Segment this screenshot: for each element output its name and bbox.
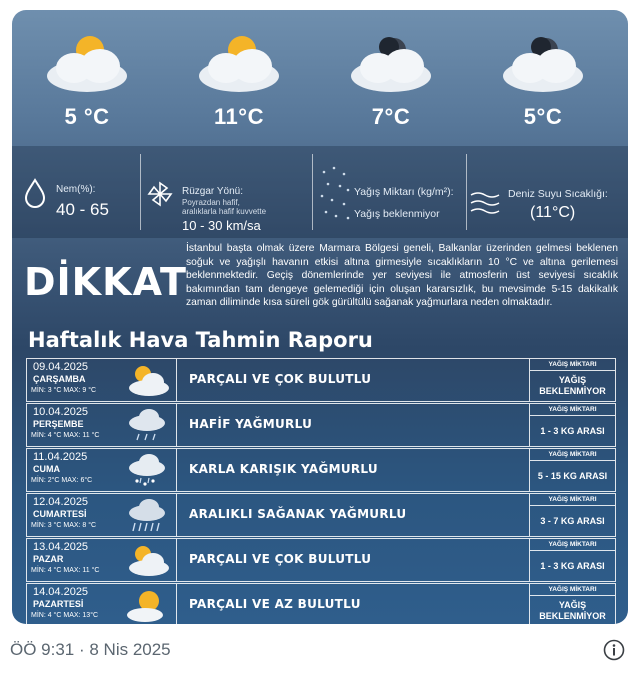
rain-header: YAĞIŞ MİKTARI <box>530 449 615 461</box>
description-cell <box>177 359 530 401</box>
sea-temp-label: Deniz Suyu Sıcaklığı: <box>508 188 608 200</box>
date-cell <box>27 494 177 536</box>
rain-cell <box>530 539 615 581</box>
shower-cloud-icon <box>121 497 171 533</box>
row-day: PERŞEMBE <box>33 419 84 429</box>
row-date: 09.04.2025 <box>33 361 89 373</box>
description-cell <box>177 494 530 536</box>
row-day: CUMARTESİ <box>33 509 87 519</box>
rain-header: YAĞIŞ MİKTARI <box>530 404 615 416</box>
partly-cloudy-moon-icon <box>336 28 446 100</box>
period-3 <box>316 28 466 148</box>
row-day: ÇARŞAMBA <box>33 374 86 384</box>
rain-cell <box>530 449 615 491</box>
rain-header: YAĞIŞ MİKTARI <box>530 359 615 371</box>
date-cell <box>27 404 177 446</box>
date-cell <box>27 449 177 491</box>
row-date: 10.04.2025 <box>33 406 89 418</box>
table-row <box>26 493 616 537</box>
rain-stat <box>314 146 466 238</box>
humidity-label: Nem(%): <box>56 184 96 195</box>
rain-cell <box>530 404 615 446</box>
period-1 <box>12 28 162 148</box>
period-4 <box>468 28 618 148</box>
wind-value: 10 - 30 km/sa <box>182 218 261 233</box>
table-row <box>26 538 616 582</box>
row-day: PAZAR <box>33 554 64 564</box>
divider <box>466 154 467 230</box>
date-cell <box>27 584 177 624</box>
divider <box>312 154 313 230</box>
row-date: 11.04.2025 <box>33 451 88 463</box>
warning-title: DİKKAT <box>24 260 187 304</box>
row-description: PARÇALI VE ÇOK BULUTLU <box>189 552 372 566</box>
row-description: PARÇALI VE ÇOK BULUTLU <box>189 372 372 386</box>
row-date: 14.04.2025 <box>33 586 89 598</box>
rain-cloud-icon <box>121 407 171 443</box>
partly-cloudy-sun-icon <box>184 28 294 100</box>
row-minmax: MİN: 3 °C MAX: 8 °C <box>31 522 97 529</box>
row-minmax: MİN: 3 °C MAX: 9 °C <box>31 387 97 394</box>
rain-amount: 3 - 7 KG ARASI <box>540 515 605 526</box>
rain-header: YAĞIŞ MİKTARI <box>530 539 615 551</box>
rain-amount: 1 - 3 KG ARASI <box>540 425 605 436</box>
post-timestamp: ÖÖ 9:31 · 8 Nis 2025 <box>10 640 171 659</box>
wind-note-2: aralıklarla hafif kuvvette <box>182 207 267 216</box>
sun-cloud-icon <box>121 587 171 623</box>
divider <box>140 154 141 230</box>
table-row <box>26 358 616 402</box>
report-title: Haftalık Hava Tahmin Raporu <box>28 328 373 352</box>
rain-amount: 5 - 15 KG ARASI <box>537 470 608 481</box>
warning-text: İstanbul başta olmak üzere Marmara Bölgesi geneli, Balkanlar üzerinden gelmesi beklenen soğuk ve yağışlı havanın etkisi altına girmesiyle sıcaklıkların 10 °C ve altına gerilemesi beklenmektedir. Geçiş dönemlerinde yer seviyesi ile atmosferin üst seviyesi sıcaklık bakımından tam dengeye gelemediği için oluşan kararsızlık, bu mevsimde 5-15 dakikalık zaman diliminde kısa süreli gök gürültülü sağanak yağmurlara neden olmaktadır. <box>186 243 618 309</box>
row-description: ARALIKLI SAĞANAK YAĞMURLU <box>189 507 407 521</box>
wind-stat <box>142 146 312 238</box>
rain-cell <box>530 359 615 401</box>
stats-band <box>12 146 628 238</box>
row-day: CUMA <box>33 464 60 474</box>
info-icon[interactable] <box>603 639 625 661</box>
description-cell <box>177 584 530 624</box>
rain-amount: 1 - 3 KG ARASI <box>540 560 605 571</box>
daily-period-strip <box>12 10 628 150</box>
date-cell <box>27 359 177 401</box>
table-row <box>26 403 616 447</box>
waves-icon <box>470 190 500 216</box>
row-day: PAZARTESİ <box>33 599 84 609</box>
sea-temp-stat <box>468 146 628 238</box>
rain-value: Yağış beklenmiyor <box>354 208 440 220</box>
description-cell <box>177 449 530 491</box>
table-row <box>26 583 616 624</box>
partly-cloudy-sun-icon <box>121 362 171 398</box>
rain-amount: YAĞIŞ BEKLENMİYOR <box>539 600 606 621</box>
row-minmax: MİN: 4 °C MAX: 11 °C <box>31 567 100 574</box>
rain-cell <box>530 494 615 536</box>
row-date: 12.04.2025 <box>33 496 89 508</box>
rain-label: Yağış Miktarı (kg/m²): <box>354 186 454 198</box>
row-minmax: MİN: 2°C MAX: 6°C <box>31 477 93 484</box>
period-temp: 5 °C <box>64 104 110 129</box>
row-description: HAFİF YAĞMURLU <box>189 417 313 431</box>
table-row <box>26 448 616 492</box>
forecast-image-card[interactable] <box>12 10 628 624</box>
period-temp: 5°C <box>523 104 563 129</box>
wind-label: Rüzgar Yönü: <box>182 186 243 197</box>
humidity-value: 40 - 65 <box>56 200 109 219</box>
row-description: PARÇALI VE AZ BULUTLU <box>189 597 361 611</box>
humidity-stat <box>20 146 140 238</box>
sea-temp-value: (11°C) <box>530 204 576 221</box>
pinwheel-icon <box>146 180 174 208</box>
rain-header: YAĞIŞ MİKTARI <box>530 584 615 596</box>
rain-header: YAĞIŞ MİKTARI <box>530 494 615 506</box>
period-temp: 7°C <box>371 104 411 129</box>
rain-amount: YAĞIŞ BEKLENMİYOR <box>539 375 606 396</box>
description-cell <box>177 539 530 581</box>
rain-drops-icon <box>318 160 352 228</box>
period-temp: 11°C <box>214 104 264 129</box>
date-cell <box>27 539 177 581</box>
row-minmax: MİN: 4 °C MAX: 11 °C <box>31 432 100 439</box>
row-minmax: MİN: 4 °C MAX: 13°C <box>31 612 99 619</box>
partly-cloudy-sun-icon <box>32 28 142 100</box>
partly-cloudy-moon-icon <box>488 28 598 100</box>
period-2 <box>164 28 314 148</box>
description-cell <box>177 404 530 446</box>
row-date: 13.04.2025 <box>33 541 89 553</box>
rain-cell <box>530 584 615 624</box>
partly-cloudy-sun-icon <box>121 542 171 578</box>
wind-note-1: Poyrazdan hafif, <box>182 198 240 207</box>
droplet-icon <box>24 178 46 208</box>
sleet-cloud-icon <box>121 452 171 488</box>
row-description: KARLA KARIŞIK YAĞMURLU <box>189 462 378 476</box>
warning-section <box>12 238 628 328</box>
